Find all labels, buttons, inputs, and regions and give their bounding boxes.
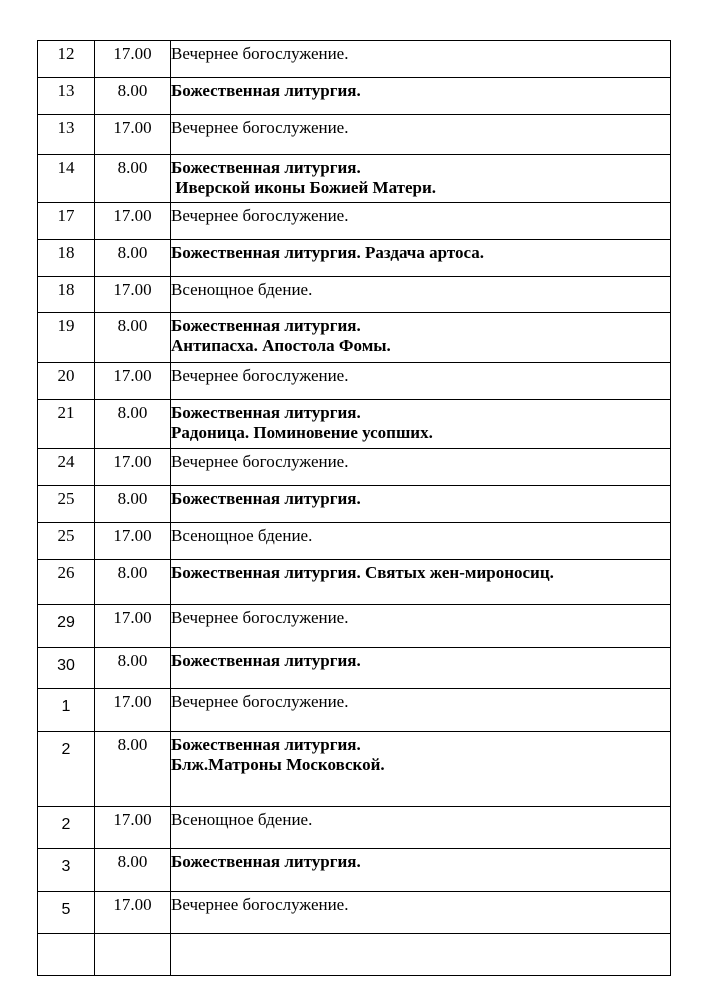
day-cell: 13 xyxy=(38,78,95,115)
event-cell xyxy=(171,523,671,560)
event-cell xyxy=(171,732,671,807)
event-line: Иверской иконы Божией Матери. xyxy=(171,178,437,197)
event-line: Всенощное бдение. xyxy=(171,810,313,829)
schedule-row xyxy=(38,400,671,449)
day-cell: 21 xyxy=(38,400,95,449)
schedule-row xyxy=(38,363,671,400)
schedule-row xyxy=(38,732,671,807)
day-cell: 3 xyxy=(38,849,95,892)
day-cell: 2 xyxy=(38,732,95,807)
schedule-row xyxy=(38,115,671,155)
day-cell: 1 xyxy=(38,689,95,732)
schedule-row xyxy=(38,41,671,78)
time-cell: 8.00 xyxy=(95,732,171,807)
day-cell: 19 xyxy=(38,313,95,363)
schedule-row xyxy=(38,934,671,976)
time-cell: 17.00 xyxy=(95,605,171,648)
event-line: Божественная литургия. xyxy=(171,852,361,871)
time-cell: 17.00 xyxy=(95,115,171,155)
day-cell: 26 xyxy=(38,560,95,605)
event-line: Божественная литургия. xyxy=(171,735,361,754)
schedule-row xyxy=(38,449,671,486)
time-cell: 8.00 xyxy=(95,648,171,689)
event-cell xyxy=(171,605,671,648)
schedule-row xyxy=(38,605,671,648)
schedule-row xyxy=(38,203,671,240)
day-cell: 12 xyxy=(38,41,95,78)
event-cell xyxy=(171,648,671,689)
schedule-row xyxy=(38,240,671,277)
day-cell: 24 xyxy=(38,449,95,486)
event-line: Вечернее богослужение. xyxy=(171,366,349,385)
event-line: Вечернее богослужение. xyxy=(171,895,349,914)
time-cell: 17.00 xyxy=(95,41,171,78)
time-cell xyxy=(95,934,171,976)
event-line: Радоница. Поминовение усопших. xyxy=(171,423,433,442)
day-cell: 25 xyxy=(38,523,95,560)
day-cell: 18 xyxy=(38,277,95,313)
event-cell xyxy=(171,41,671,78)
schedule-row xyxy=(38,313,671,363)
event-cell xyxy=(171,486,671,523)
event-cell xyxy=(171,849,671,892)
event-line: Всенощное бдение. xyxy=(171,526,313,545)
event-line: Вечернее богослужение. xyxy=(171,692,349,711)
event-cell xyxy=(171,807,671,849)
event-line: Божественная литургия. xyxy=(171,81,361,100)
event-cell xyxy=(171,155,671,203)
time-cell: 17.00 xyxy=(95,689,171,732)
event-line: Божественная литургия. Раздача артоса. xyxy=(171,243,484,262)
time-cell: 17.00 xyxy=(95,449,171,486)
day-cell: 20 xyxy=(38,363,95,400)
day-cell: 13 xyxy=(38,115,95,155)
event-line: Божественная литургия. xyxy=(171,489,361,508)
day-cell xyxy=(38,934,95,976)
event-line: Вечернее богослужение. xyxy=(171,608,349,627)
time-cell: 8.00 xyxy=(95,560,171,605)
schedule-row xyxy=(38,78,671,115)
time-cell: 17.00 xyxy=(95,203,171,240)
schedule-row xyxy=(38,689,671,732)
event-line: Божественная литургия. xyxy=(171,651,361,670)
event-line: Вечернее богослужение. xyxy=(171,206,349,225)
event-cell xyxy=(171,400,671,449)
time-cell: 8.00 xyxy=(95,849,171,892)
time-cell: 17.00 xyxy=(95,523,171,560)
time-cell: 17.00 xyxy=(95,807,171,849)
time-cell: 8.00 xyxy=(95,400,171,449)
time-cell: 8.00 xyxy=(95,78,171,115)
event-line: Всенощное бдение. xyxy=(171,280,313,299)
event-cell xyxy=(171,203,671,240)
event-cell xyxy=(171,240,671,277)
day-cell: 17 xyxy=(38,203,95,240)
day-cell: 5 xyxy=(38,892,95,934)
event-cell xyxy=(171,277,671,313)
event-cell xyxy=(171,363,671,400)
time-cell: 8.00 xyxy=(95,240,171,277)
time-cell: 8.00 xyxy=(95,155,171,203)
schedule-row xyxy=(38,807,671,849)
event-line: Вечернее богослужение. xyxy=(171,118,349,137)
service-schedule-table xyxy=(37,40,671,976)
day-cell: 18 xyxy=(38,240,95,277)
event-cell xyxy=(171,560,671,605)
schedule-row xyxy=(38,648,671,689)
event-line: Божественная литургия. Святых жен-мироносиц. xyxy=(171,563,554,582)
time-cell: 17.00 xyxy=(95,277,171,313)
event-line: Вечернее богослужение. xyxy=(171,452,349,471)
schedule-row xyxy=(38,486,671,523)
event-line: Вечернее богослужение. xyxy=(171,44,349,63)
schedule-row xyxy=(38,560,671,605)
time-cell: 8.00 xyxy=(95,486,171,523)
schedule-row xyxy=(38,849,671,892)
event-cell xyxy=(171,78,671,115)
event-line: Божественная литургия. xyxy=(171,403,361,422)
time-cell: 17.00 xyxy=(95,892,171,934)
event-cell xyxy=(171,313,671,363)
schedule-body xyxy=(38,41,671,976)
day-cell: 29 xyxy=(38,605,95,648)
schedule-row xyxy=(38,523,671,560)
event-cell xyxy=(171,449,671,486)
time-cell: 8.00 xyxy=(95,313,171,363)
day-cell: 2 xyxy=(38,807,95,849)
event-cell xyxy=(171,689,671,732)
schedule-row xyxy=(38,892,671,934)
schedule-row xyxy=(38,277,671,313)
day-cell: 25 xyxy=(38,486,95,523)
event-cell xyxy=(171,934,671,976)
day-cell: 30 xyxy=(38,648,95,689)
day-cell: 14 xyxy=(38,155,95,203)
time-cell: 17.00 xyxy=(95,363,171,400)
event-cell xyxy=(171,115,671,155)
event-line: Божественная литургия. xyxy=(171,158,361,177)
schedule-row xyxy=(38,155,671,203)
event-line: Антипасха. Апостола Фомы. xyxy=(171,336,391,355)
event-line: Блж.Матроны Московской. xyxy=(171,755,385,774)
event-line: Божественная литургия. xyxy=(171,316,361,335)
event-cell xyxy=(171,892,671,934)
